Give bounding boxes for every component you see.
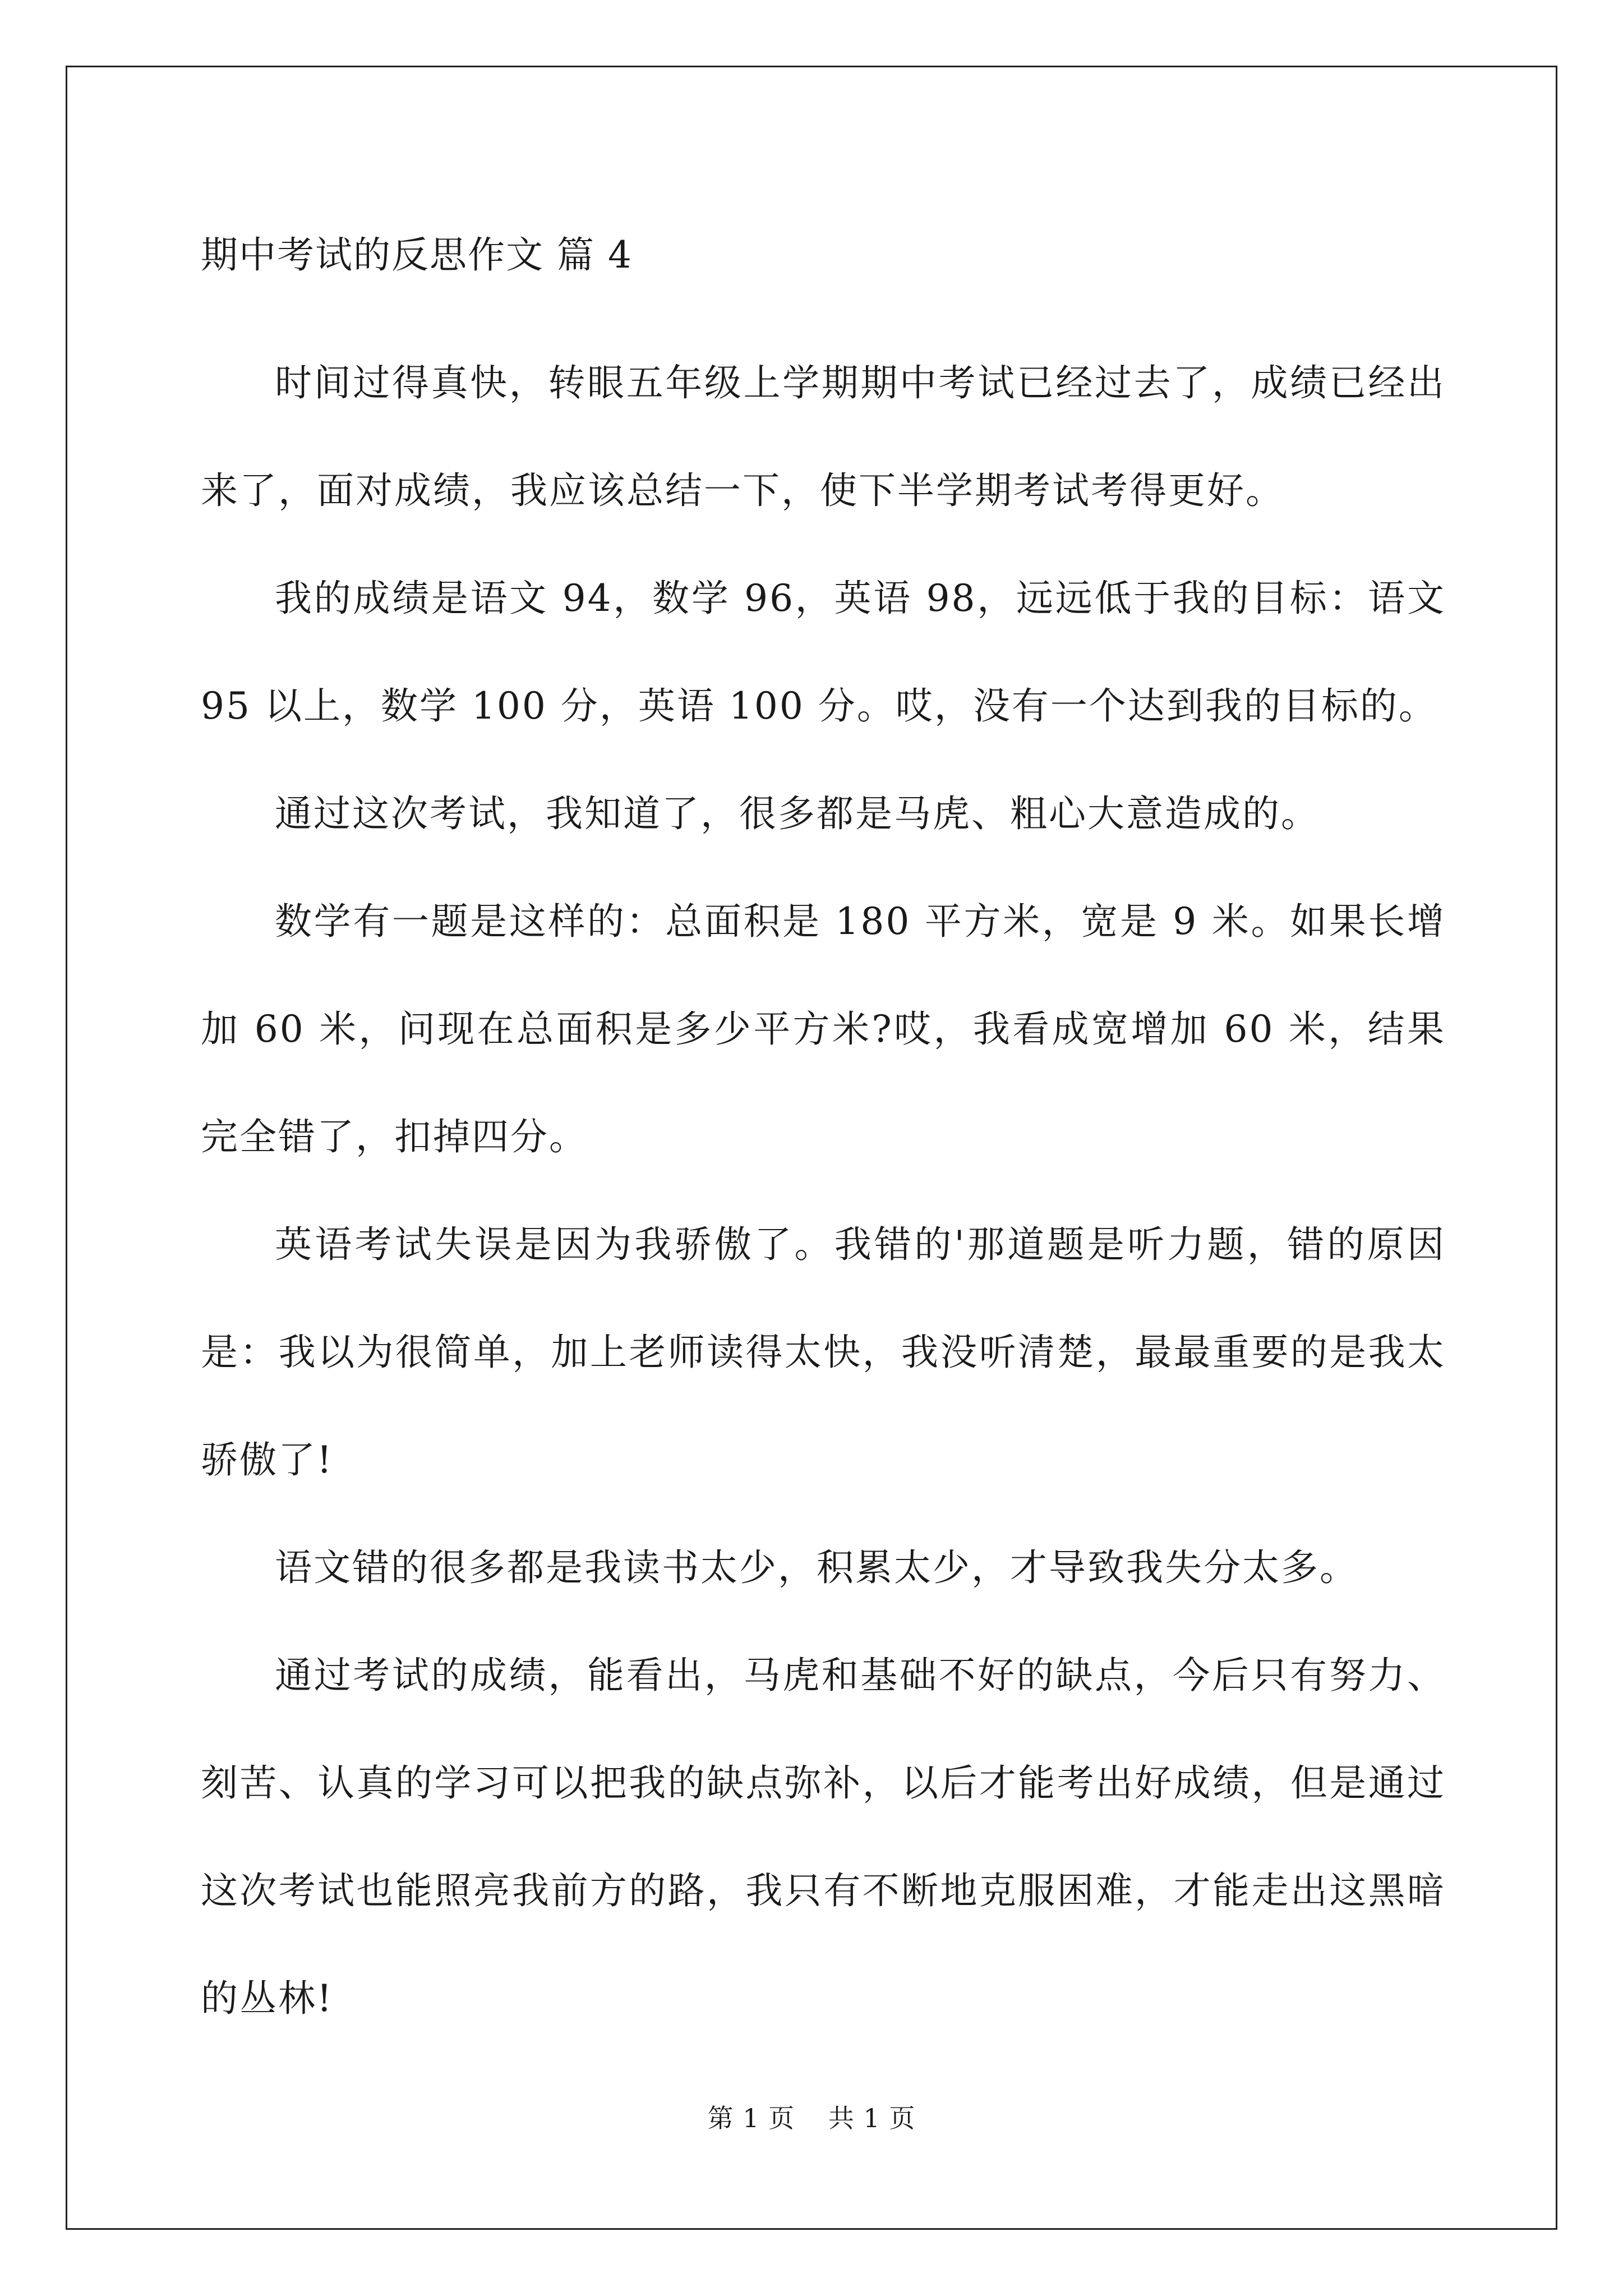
page-footer [0,2098,1623,2135]
paragraph: 数学有一题是这样的：总面积是 180 平方米，宽是 9 米。如果长增加 60 米，问现在总面积是多少平方米?哎，我看成宽增加 60 米，结果完全错了，扣掉四分。 [201,900,1446,1158]
paragraph: 通过考试的成绩，能看出，马虎和基础不好的缺点，今后只有努力、刻苦、认真的学习可以把我的缺点弥补，以后才能考出好成绩，但是通过这次考试也能照亮我前方的路，我只有不断地克服困难，才能走出这黑暗的丛林! [201,1654,1446,2020]
paragraph: 时间过得真快，转眼五年级上学期期中考试已经过去了，成绩已经出来了，面对成绩，我应该总结一下，使下半学期考试考得更好。 [201,361,1446,512]
document-body [201,222,1446,2053]
paragraph: 英语考试失误是因为我骄傲了。我错的'那道题是听力题，错的原因是：我以为很简单，加上老师读得太快，我没听清楚，最最重要的是我太骄傲了! [201,1223,1446,1481]
document-title: 期中考试的反思作文 篇 4 [201,233,633,277]
paragraph: 通过这次考试，我知道了，很多都是马虎、粗心大意造成的。 [275,792,1320,835]
page-number-current: 第 1 页 [707,2103,795,2133]
paragraph: 语文错的很多都是我读书太少，积累太少，才导致我失分太多。 [275,1546,1358,1589]
paragraph: 我的成绩是语文 94，数学 96，英语 98，远远低于我的目标：语文 95 以上，数学 100 分，英语 100 分。哎，没有一个达到我的目标的。 [201,577,1446,728]
page-number-total: 共 1 页 [828,2103,916,2133]
